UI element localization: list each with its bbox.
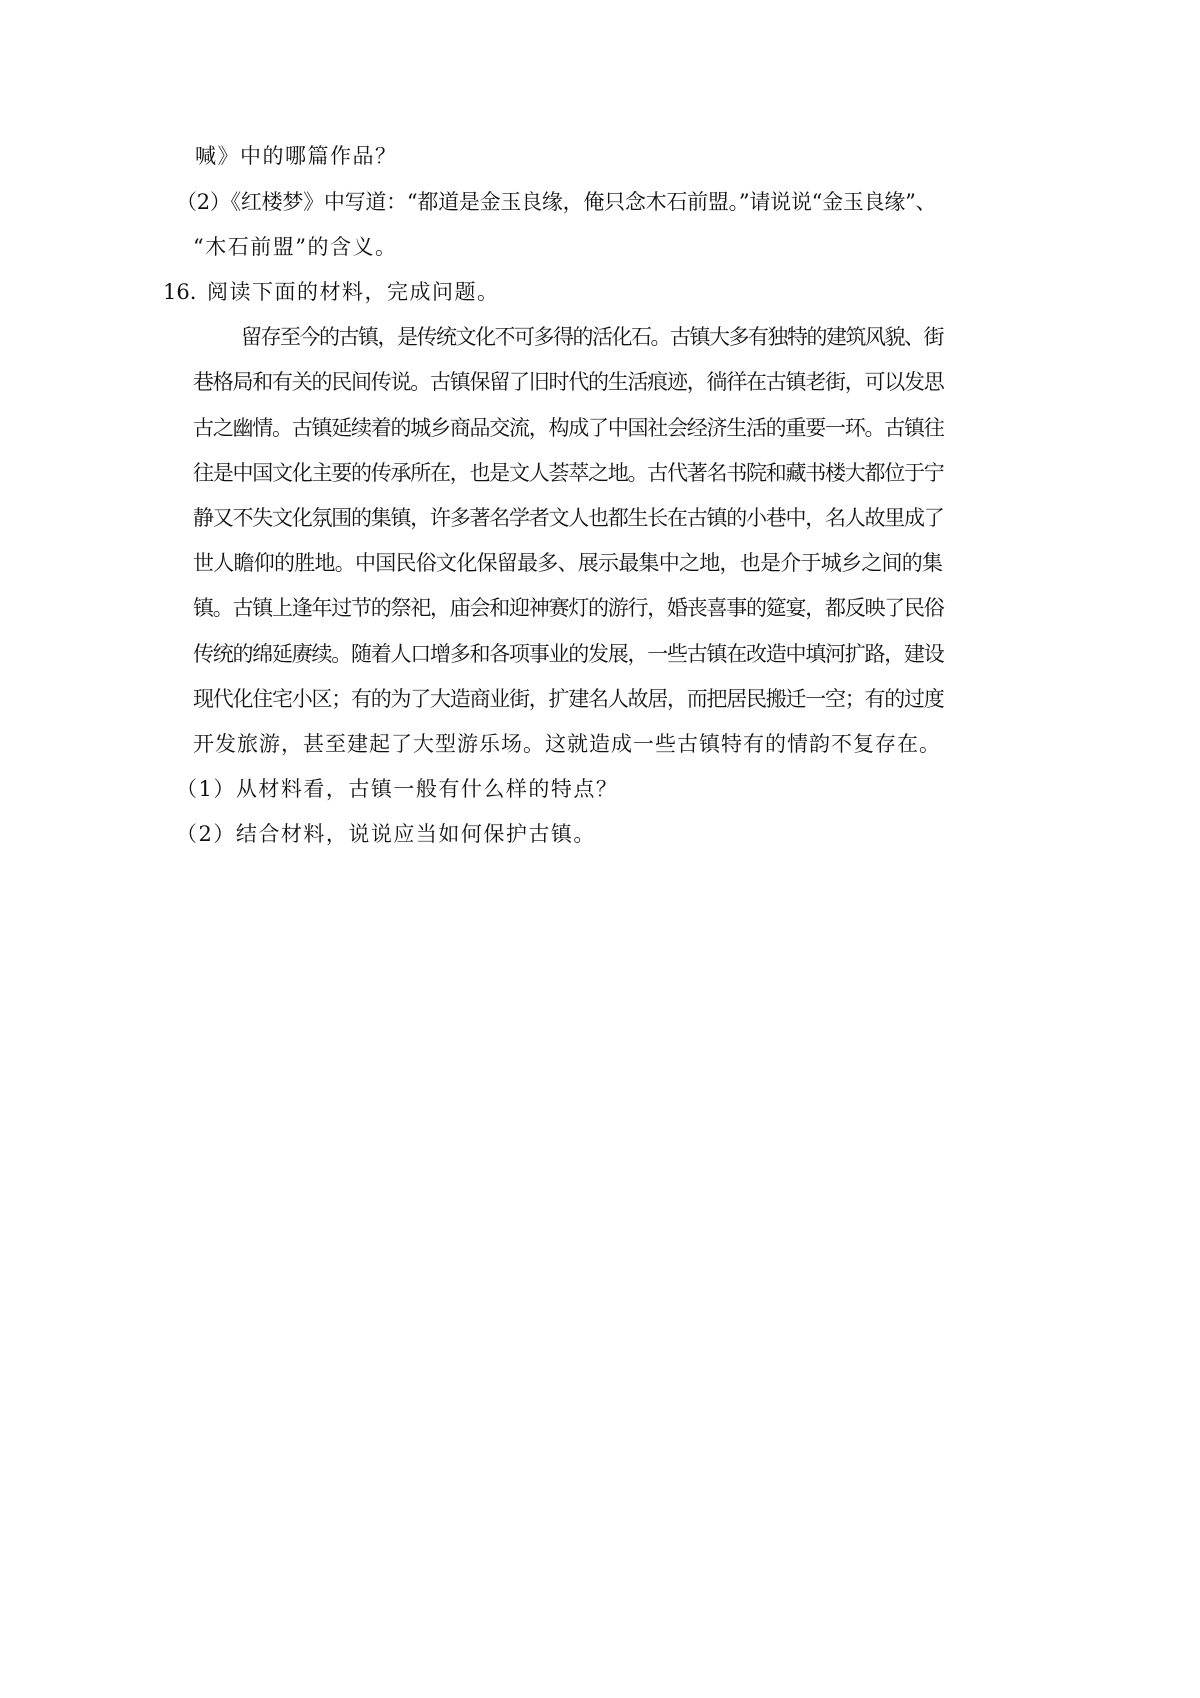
- subquestion-1: （1）从材料看，古镇一般有什么样的特点？: [176, 777, 619, 801]
- passage-line: 往是中国文化主要的传承所在，也是文人荟萃之地。古代著名书院和藏书楼大都位于宁: [193, 461, 944, 485]
- passage-line: 静又不失文化氛围的集镇，许多著名学者文人也都生长在古镇的小巷中，名人故里成了: [193, 506, 944, 530]
- prev-subquestion-2-line1: （2）《红楼梦》中写道：“都道是金玉良缘，俺只念木石前盟。”请说说“金玉良缘”、: [176, 190, 937, 214]
- passage-line: 古之幽情。古镇延续着的城乡商品交流，构成了中国社会经济生活的重要一环。古镇往: [193, 416, 944, 440]
- prev-subquestion-2-line2: “木石前盟”的含义。: [193, 235, 398, 259]
- passage-line: 巷格局和有关的民间传说。古镇保留了旧时代的生活痕迹，徜徉在古镇老街，可以发思: [193, 370, 944, 394]
- question-16-prompt: 阅读下面的材料，完成问题。: [207, 280, 500, 304]
- subquestion-2: （2）结合材料，说说应当如何保护古镇。: [176, 822, 596, 846]
- passage-line: 传统的绵延赓续。随着人口增多和各项事业的发展，一些古镇在改造中填河扩路，建设: [193, 642, 944, 666]
- question-16-number: 16.: [163, 280, 197, 304]
- passage-line: 开发旅游，甚至建起了大型游乐场。这就造成一些古镇特有的情韵不复存在。: [193, 732, 941, 756]
- passage-line: 留存至今的古镇，是传统文化不可多得的活化石。古镇大多有独特的建筑风貌、街: [241, 325, 943, 349]
- passage-line: 世人瞻仰的胜地。中国民俗文化保留最多、展示最集中之地，也是介于城乡之间的集: [193, 551, 943, 575]
- passage-line: 镇。古镇上逢年过节的祭祀，庙会和迎神赛灯的游行，婚丧喜事的筵宴，都反映了民俗: [193, 596, 944, 620]
- passage-line: 现代化住宅小区；有的为了大造商业街，扩建名人故居，而把居民搬迁一空；有的过度: [193, 687, 944, 711]
- prev-question-continuation: 喊》中的哪篇作品？: [195, 144, 398, 168]
